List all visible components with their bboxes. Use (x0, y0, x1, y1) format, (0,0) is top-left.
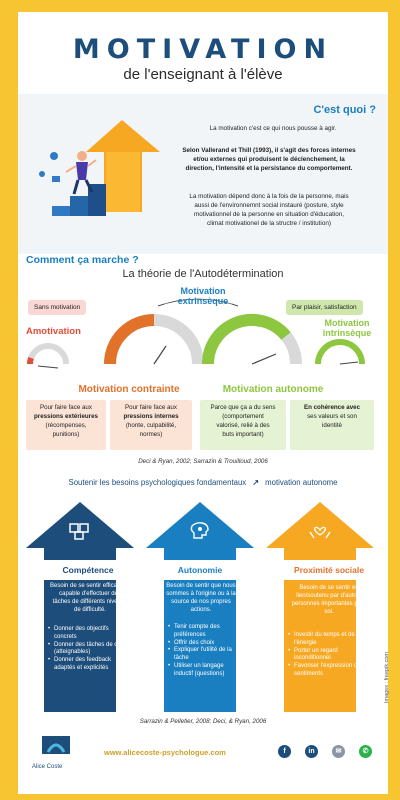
autonomie-title: Autonomie (164, 560, 236, 580)
amotivation-label: Amotivation (26, 326, 81, 337)
page-title: MOTIVATION (72, 34, 334, 65)
list-item: • Tenir compte des préférences (168, 624, 238, 640)
competence-desc: Besoin de se sentir efficace et capable d'effectuer des tâches de différents niveaux de difficulté. (50, 583, 130, 614)
linkedin-icon[interactable]: in (305, 745, 318, 758)
puzzle-icon (68, 522, 92, 540)
page-subtitle: de l'enseignant à l'élève (123, 66, 283, 83)
proximite-title: Proximité sociale (284, 560, 374, 580)
facebook-icon[interactable]: f (278, 745, 291, 758)
brand-name: Alice Coste (32, 764, 63, 770)
proximite-list (288, 632, 368, 679)
competence-list (48, 626, 132, 673)
infographic-sheet (18, 12, 388, 794)
list-item: • Donner des objectifs concrets (48, 626, 132, 642)
email-icon[interactable]: ✉ (332, 745, 345, 758)
list-item: • Utiliser un langage inductif (questions) (168, 663, 238, 679)
hands-heart-icon (308, 522, 332, 540)
whatsapp-icon[interactable]: ✆ (359, 745, 372, 758)
autonome-label: Motivation autonome (222, 384, 324, 395)
comment-reference: Deci & Ryan, 2002; Sarrazin & Trouilloud, 2006 (138, 458, 268, 465)
list-item: • Favoriser l'expression des sentiments (288, 663, 368, 679)
proximite-column (266, 502, 374, 712)
needs-title: Soutenir les besoins psychologiques fondamentaux ↗ motivation autonome (68, 478, 338, 487)
autonomie-list (168, 624, 238, 679)
website-link[interactable]: www.alicecoste-psychologue.com (104, 748, 226, 757)
extrinseque-label: Motivation extrinsèque (177, 286, 229, 306)
head-icon (188, 522, 212, 540)
needs-reference: Sarrazin & Pelletier, 2008; Deci, & Ryan, 2006 (139, 718, 267, 725)
logo-icon (36, 736, 76, 762)
pressions-internes-box: Pour faire face aux pressions internes (honte, culpabilité, normes) (110, 400, 192, 450)
competence-title: Compétence (44, 560, 132, 580)
intrinseque-label: Motivation intrinsèque (322, 318, 372, 338)
list-item: • Donner des feedback adaptés et explicités (48, 657, 132, 673)
proximite-desc: Besoin de se sentir en lien/soutenu par d'autres personnes importantes pour soi. (291, 585, 367, 616)
plaisir-pill: Par plaisir, satisfaction (286, 300, 363, 315)
cest-quoi-title: C'est quoi ? (313, 104, 376, 116)
sans-motivation-pill: Sans motivation (28, 300, 86, 315)
list-item: • Investir du temps et de l'énergie (288, 632, 368, 648)
arrow-icon: ↗ (252, 478, 259, 487)
pressions-exterieures-box: Pour faire face aux pressions extérieures (récompenses, punitions) (26, 400, 106, 450)
list-item: • Donner des tâches de défis (atteignables) (48, 642, 132, 658)
list-item: • Expliquer l'utilité de la tâche (168, 647, 238, 663)
stairs-arrow-illustration (30, 112, 170, 232)
valeurs-box: En cohérence avec ses valeurs et son identité (290, 400, 374, 450)
cest-quoi-intro: La motivation c'est ce qui nous pousse à agir. (209, 125, 337, 132)
list-item: • Offrir des choix (168, 640, 238, 648)
comment-title: Comment ça marche ? (26, 254, 139, 266)
autonomie-desc: Besoin de sentir que nous sommes à l'origine ou à la source de nos propres actions. (166, 583, 236, 614)
competence-column (26, 502, 134, 712)
image-credit: Images : freepik.com (384, 652, 390, 704)
body-text: La motivation dépend donc à la fois de la personne, mais aussi de l'environnemnt social instauré (posture, style motivationnel de la personne en situation d'éducation, climat motivationel de la structre / institution) (189, 193, 349, 228)
theory-title: La théorie de l'Autodétermination (122, 268, 284, 280)
definition-text: Selon Vallerand et Thill (1993), il s'agit des forces internes et/ou externes qui produisent le déclenchement, la direction, l'intensité et la persistance du comportement. (182, 147, 356, 173)
list-item: • Porter un regard inconditionnel (288, 648, 368, 664)
sens-box: Parce que ça a du sens (comportement valorisé, relié à des buts important) (200, 400, 286, 450)
autonomie-column (146, 502, 254, 712)
contrainte-label: Motivation contrainte (78, 384, 180, 395)
